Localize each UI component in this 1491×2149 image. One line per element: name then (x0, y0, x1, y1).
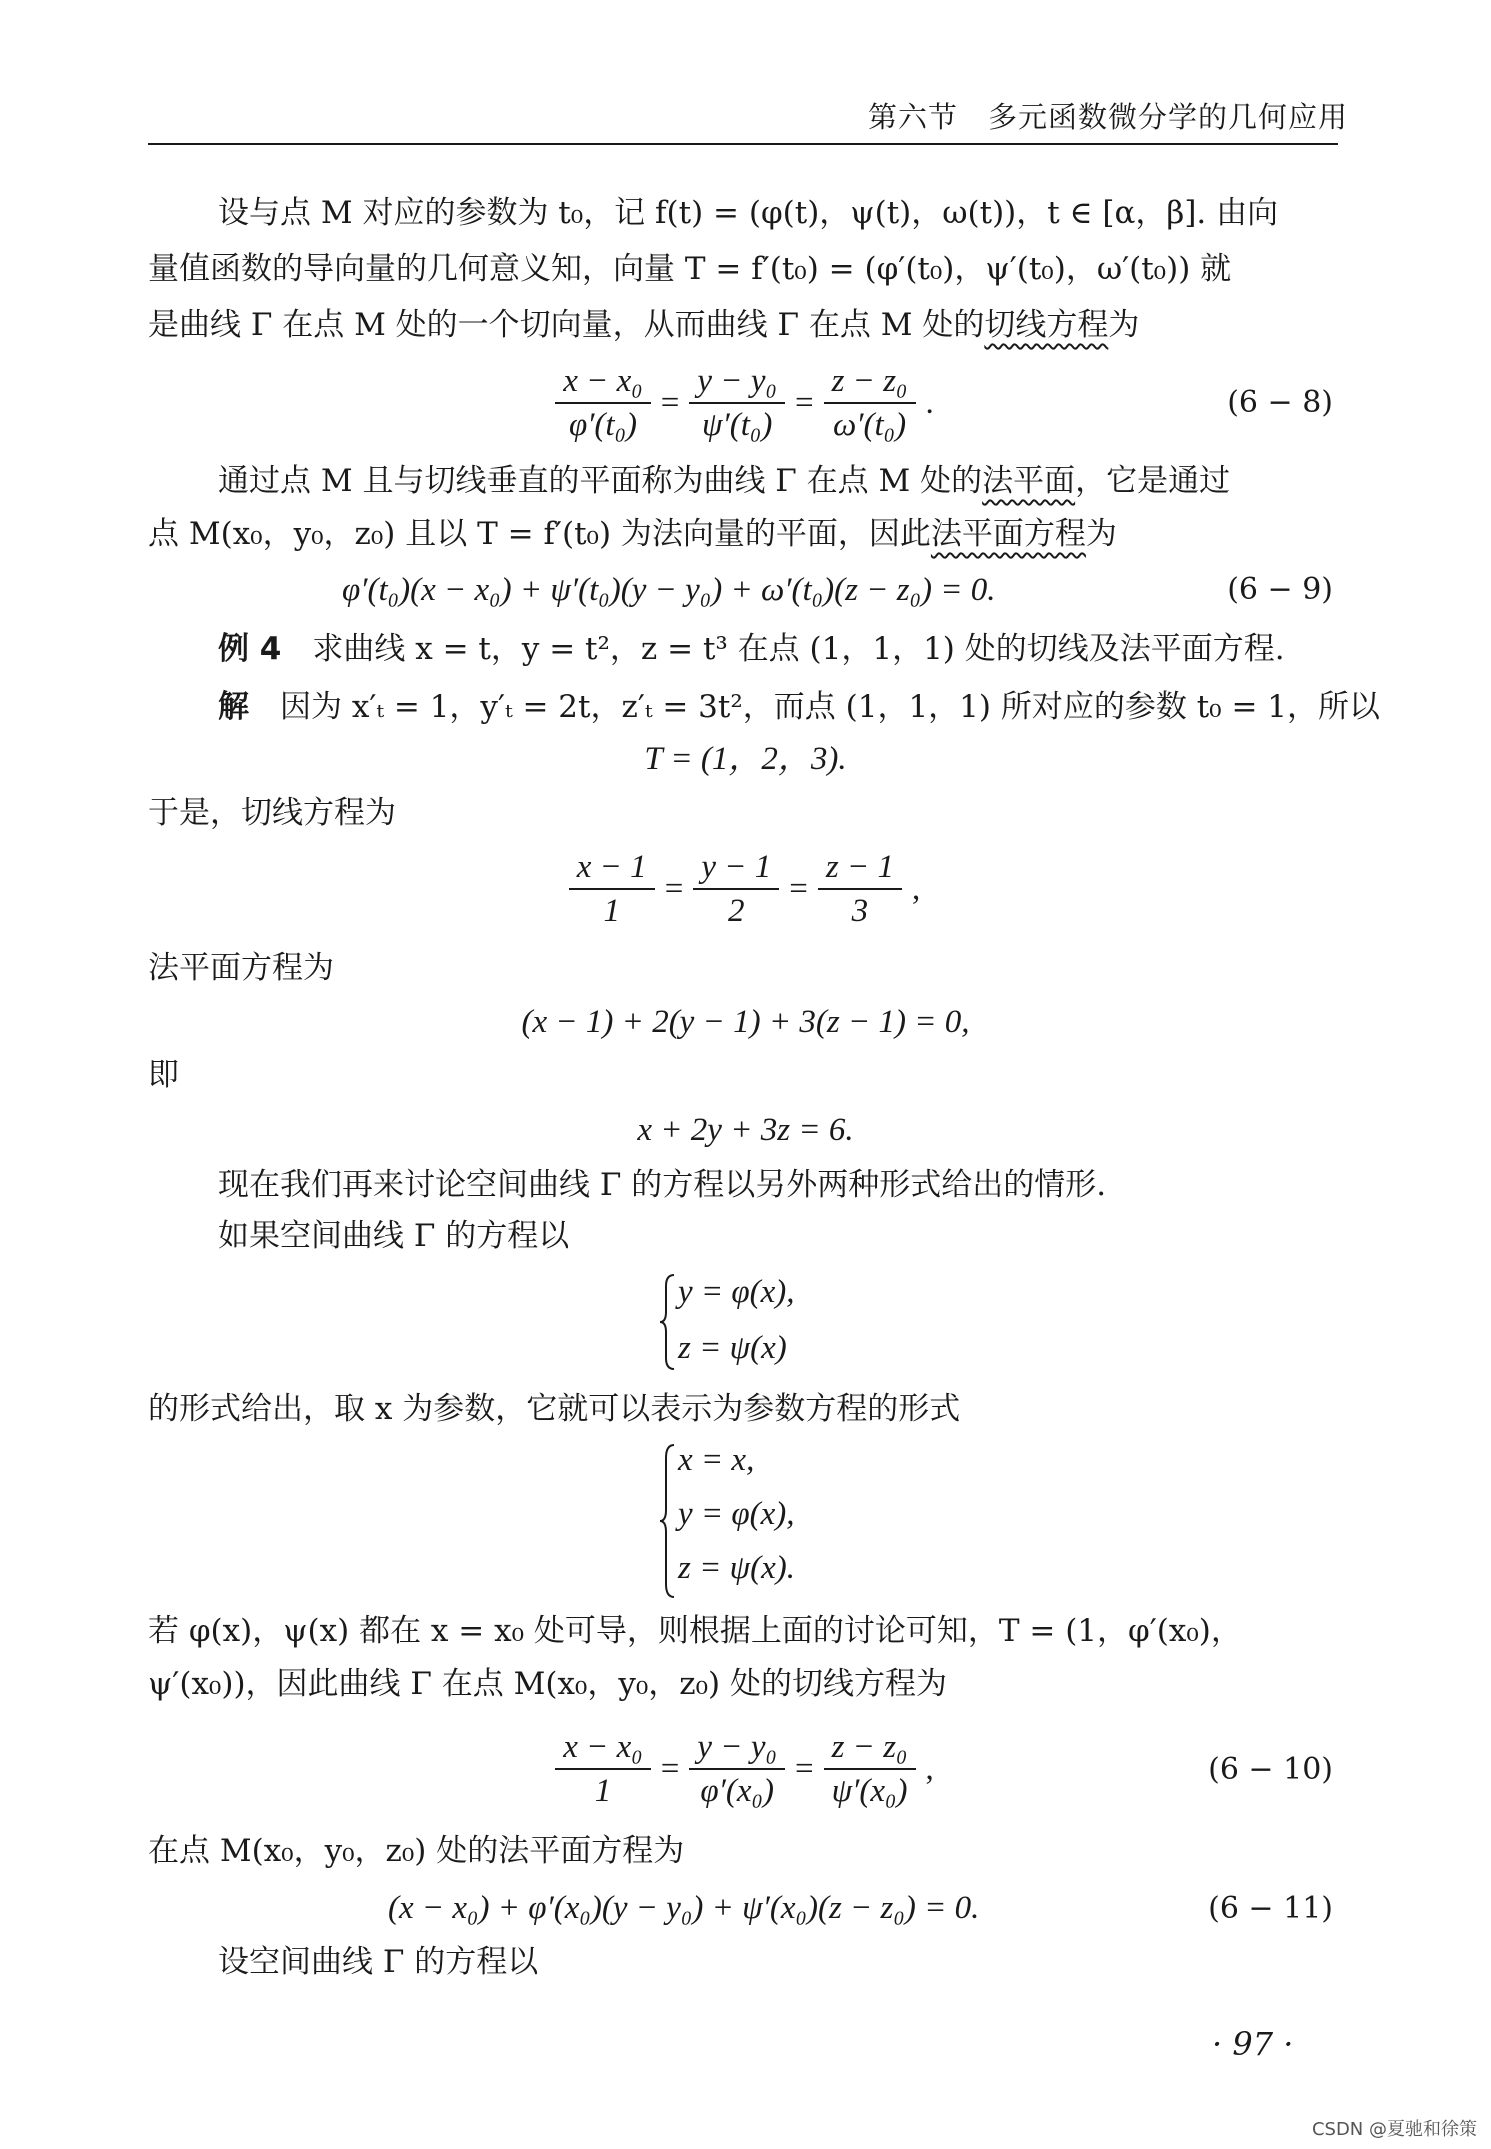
fraction (555, 360, 651, 446)
underlined-term-normal-plane: 法平面 (982, 463, 1076, 499)
equation-system-1 (658, 1272, 858, 1372)
paragraph-line: 即 (148, 1057, 179, 1093)
fraction (818, 846, 902, 932)
paragraph-line: 若 φ(x)，ψ(x) 都在 x = x₀ 处可导，则根据上面的讨论可知，T = (1，φ′(x₀)， (148, 1613, 1242, 1649)
paragraph-line: 现在我们再来讨论空间曲线 Γ 的方程以另外两种形式给出的情形. (218, 1167, 1107, 1203)
denominator: 2 (728, 893, 745, 929)
system-row: z = ψ(x) (678, 1330, 787, 1366)
denominator: ω′(t₀) (832, 407, 907, 443)
equation-system-2 (658, 1442, 858, 1600)
numerator: y − y₀ (689, 360, 785, 404)
solution-label: 解 (218, 689, 249, 725)
fraction (555, 1726, 651, 1812)
denominator: 1 (603, 893, 620, 929)
text-run: 为 (1085, 516, 1117, 552)
fraction (693, 846, 779, 932)
paragraph-line: ψ′(x₀))，因此曲线 Γ 在点 M(x₀，y₀，z₀) 处的切线方程为 (148, 1666, 948, 1702)
system-row: x = x, (678, 1442, 755, 1478)
equation-normal-simplified: x + 2y + 3z = 6. (637, 1112, 854, 1148)
underlined-term-normal-plane-equation: 法平面方程 (930, 516, 1086, 552)
paragraph-line: 法平面方程为 (148, 950, 334, 986)
equation-6-11: (x − x₀) + φ′(x₀)(y − y₀) + ψ′(x₀)(z − z₀) = 0. (388, 1890, 980, 1926)
paragraph-line (218, 461, 1230, 501)
system-row: z = ψ(x). (678, 1550, 795, 1586)
denominator: 1 (594, 1773, 612, 1809)
text-run: 因为 x′ₜ = 1，y′ₜ = 2t，z′ₜ = 3t²，而点 (1，1，1) 所对应的参数 t₀ = 1，所以 (280, 689, 1380, 725)
fraction (824, 360, 916, 446)
header-rule (148, 143, 1338, 145)
system-row: y = φ(x), (678, 1496, 795, 1532)
text-run: 点 M(x₀，y₀，z₀) 且以 T = f′(t₀) 为法向量的平面，因此 (148, 516, 931, 552)
equation-tag: (6 − 8) (1227, 385, 1333, 420)
numerator: x − x₀ (555, 1726, 651, 1770)
solution-line (218, 687, 1380, 727)
numerator: y − 1 (693, 846, 779, 890)
equation-punct: , (911, 871, 921, 907)
denominator: φ′(t₀) (568, 407, 638, 443)
equation-punct: . (925, 385, 934, 421)
equation-T: T = (1，2，3). (644, 741, 847, 777)
equation-tag: (6 − 11) (1208, 1891, 1333, 1926)
equation-6-8: $\frac{\text{x − x₀}}{\text{φ′(t₀)}}$ = $\frac{\text{y − y₀}}{\text{ψ′(t₀)}}$ = $\frac{\text{z − z₀}}{\text{ω′(t₀)}}$ . (0, 360, 1491, 446)
fraction (689, 360, 785, 446)
equation-tag: (6 − 10) (1208, 1752, 1333, 1787)
underlined-term-tangent-equation: 切线方程 (984, 307, 1109, 343)
equation-6-9: φ′(t₀)(x − x₀) + ψ′(t₀)(y − y₀) + ω′(t₀)(z − z₀) = 0. (342, 572, 996, 608)
numerator: z − z₀ (824, 1726, 916, 1770)
example-line (218, 629, 1285, 669)
equation-6-10: $\frac{\text{x − x₀}}{1}$ = $\frac{\text{y − y₀}}{\text{φ′(x₀)}}$ = $\frac{\text{z − z₀}}{\text{ψ′(x₀)}}$ , (0, 1726, 1491, 1812)
text-run: 为 (1108, 307, 1140, 343)
watermark: CSDN @夏驰和徐策 (1311, 2119, 1477, 2140)
equation-punct: , (925, 1751, 934, 1787)
example-label: 例 4 (218, 631, 282, 667)
paragraph-line (148, 514, 1117, 554)
paragraph-line: 在点 M(x₀，y₀，z₀) 处的法平面方程为 (148, 1833, 685, 1869)
system-row: y = φ(x), (678, 1274, 795, 1310)
text-run: 通过点 M 且与切线垂直的平面称为曲线 Γ 在点 M 处的 (218, 463, 983, 499)
numerator: x − 1 (569, 846, 655, 890)
numerator: z − z₀ (824, 360, 916, 404)
numerator: z − 1 (818, 846, 902, 890)
numerator: x − x₀ (555, 360, 651, 404)
paragraph-line (148, 305, 1139, 345)
equation-tangent-example: $\frac{x - 1}{1}$ = $\frac{y - 1}{2}$ = $\frac{z - 1}{3}$ , (0, 846, 1491, 932)
denominator: ψ′(x₀) (831, 1773, 908, 1809)
left-brace-icon (658, 1272, 678, 1372)
equation-normal-example: (x − 1) + 2(y − 1) + 3(z − 1) = 0, (521, 1004, 970, 1040)
paragraph-line: 的形式给出，取 x 为参数，它就可以表示为参数方程的形式 (148, 1391, 961, 1427)
text-run: 求曲线 x = t，y = t²，z = t³ 在点 (1，1，1) 处的切线及法平面方程. (312, 631, 1285, 667)
denominator: φ′(x₀) (700, 1773, 774, 1809)
fraction (569, 846, 655, 932)
text-run: 是曲线 Γ 在点 M 处的一个切向量，从而曲线 Γ 在点 M 处的 (148, 307, 985, 343)
page-number: · 97 · (1212, 2025, 1294, 2063)
equation-tag: (6 − 9) (1227, 572, 1333, 607)
paragraph-line: 设空间曲线 Γ 的方程以 (218, 1944, 539, 1980)
fraction (689, 1726, 785, 1812)
denominator: ψ′(t₀) (702, 407, 773, 443)
fraction (824, 1726, 916, 1812)
running-header: 第六节 多元函数微分学的几何应用 (868, 100, 1349, 134)
denominator: 3 (851, 893, 869, 929)
paragraph-line: 量值函数的导向量的几何意义知，向量 T = f′(t₀) = (φ′(t₀)，ψ′(t₀)，ω′(t₀)) 就 (148, 251, 1232, 287)
left-brace-icon (658, 1442, 678, 1600)
paragraph-line: 如果空间曲线 Γ 的方程以 (218, 1218, 570, 1254)
text-run: ，它是通过 (1075, 463, 1231, 499)
numerator: y − y₀ (689, 1726, 785, 1770)
paragraph-line: 于是，切线方程为 (148, 795, 396, 831)
paragraph-line: 设与点 M 对应的参数为 t₀，记 f(t) = (φ(t)，ψ(t)，ω(t))，t ∈ [α，β]. 由向 (218, 195, 1279, 231)
